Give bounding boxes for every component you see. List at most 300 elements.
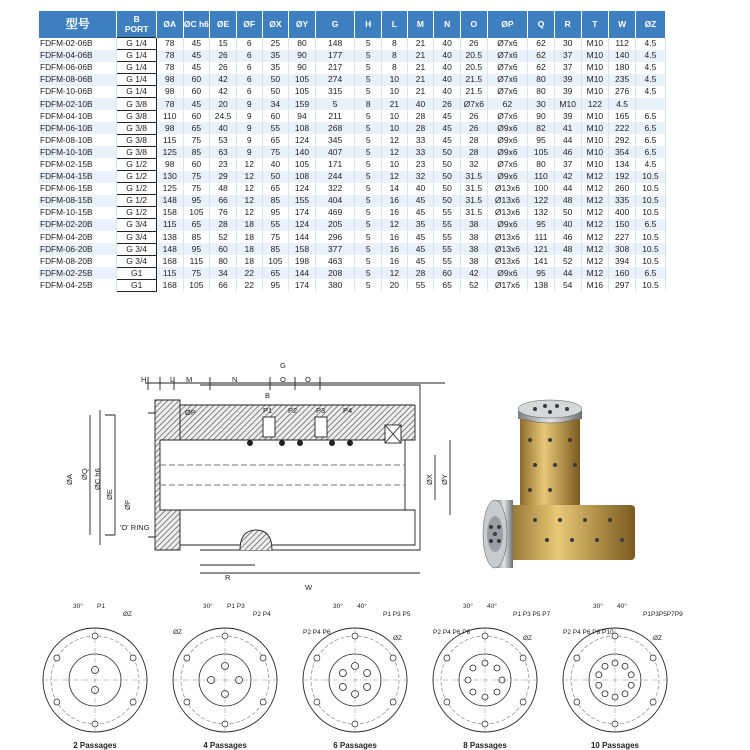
table-cell: 122 <box>581 98 609 110</box>
table-row <box>39 98 666 110</box>
table-cell: 377 <box>315 243 354 255</box>
table-cell: 31.5 <box>460 195 487 207</box>
table-cell: 217 <box>315 62 354 74</box>
table-cell: 45 <box>407 255 434 267</box>
flange-label: ØZ <box>123 611 133 618</box>
table-row <box>39 219 666 231</box>
table-cell: 12 <box>236 195 262 207</box>
table-cell: 380 <box>315 279 354 291</box>
table-cell: 55 <box>434 255 461 267</box>
table-cell: 26 <box>460 122 487 134</box>
table-cell: 55 <box>434 243 461 255</box>
table-cell: 62 <box>528 62 555 74</box>
table-cell: 45 <box>183 62 210 74</box>
table-cell: M10 <box>554 98 581 110</box>
table-cell: 60 <box>183 86 210 98</box>
table-cell: 95 <box>528 219 555 231</box>
table-cell: M12 <box>581 195 609 207</box>
table-cell: M10 <box>581 74 609 86</box>
bolt-hole <box>314 655 320 661</box>
table-cell: 40 <box>434 62 461 74</box>
header-model: 型号 <box>39 11 117 38</box>
table-cell: 5 <box>355 243 382 255</box>
table-cell: 121 <box>528 243 555 255</box>
table-cell: 75 <box>262 146 289 158</box>
table-cell: 95 <box>183 243 210 255</box>
table-cell: 10 <box>382 86 408 98</box>
dim-A-label: ØA <box>65 474 74 485</box>
table-cell: 6 <box>236 50 262 62</box>
port-cell: G 3/8 <box>117 122 156 134</box>
table-cell: 5 <box>355 158 382 170</box>
table-cell: 44 <box>554 183 581 195</box>
header-col: M <box>407 11 434 38</box>
model-cell: FDFM-08-20B <box>39 255 117 267</box>
flange-label: 30° <box>463 603 473 610</box>
table-row <box>39 255 666 267</box>
table-cell: Ø9x6 <box>487 134 528 146</box>
port-cell: G 3/4 <box>117 255 156 267</box>
table-cell: 150 <box>609 219 636 231</box>
table-cell: 26 <box>460 38 487 50</box>
table-cell: 124 <box>289 219 316 231</box>
table-cell: 21 <box>407 74 434 86</box>
table-cell: 260 <box>609 183 636 195</box>
passage-hole <box>602 663 608 669</box>
table-cell: 55 <box>262 122 289 134</box>
table-cell: 75 <box>262 231 289 243</box>
table-cell: 45 <box>183 38 210 50</box>
table-cell: 148 <box>156 195 183 207</box>
table-cell: 22 <box>236 267 262 279</box>
table-cell: 65 <box>262 134 289 146</box>
table-cell: 171 <box>315 158 354 170</box>
table-cell: 82 <box>528 122 555 134</box>
table-row <box>39 146 666 158</box>
table-cell: 5 <box>355 207 382 219</box>
table-cell: 4.5 <box>635 158 665 170</box>
table-cell: 40 <box>434 74 461 86</box>
table-cell: 45 <box>183 98 210 110</box>
table-cell: 16 <box>382 255 408 267</box>
table-cell: 222 <box>609 122 636 134</box>
table-cell: 124 <box>289 183 316 195</box>
table-cell: 5 <box>315 98 354 110</box>
table-cell: Ø7x6 <box>487 74 528 86</box>
table-cell: 18 <box>236 219 262 231</box>
table-cell: Ø13x6 <box>487 243 528 255</box>
table-cell: M12 <box>581 219 609 231</box>
table-cell: 138 <box>528 279 555 291</box>
table-cell: 10.5 <box>635 183 665 195</box>
table-cell: 52 <box>554 255 581 267</box>
port-cell: G 3/4 <box>117 231 156 243</box>
header-col: R <box>554 11 581 38</box>
dim-W-label: W <box>305 583 313 592</box>
table-cell: 28 <box>407 122 434 134</box>
bolt-hole <box>574 699 580 705</box>
bolt-hole <box>574 655 580 661</box>
table-cell: 125 <box>156 183 183 195</box>
table-cell: 112 <box>609 38 636 50</box>
table-cell: Ø7x6 <box>487 38 528 50</box>
port-P1-label: P1 <box>263 406 273 415</box>
table-cell: 26 <box>434 98 461 110</box>
model-cell: FDFM-04-20B <box>39 231 117 243</box>
table-cell: 5 <box>355 134 382 146</box>
table-cell: 44 <box>554 134 581 146</box>
model-cell: FDFM-10-06B <box>39 86 117 98</box>
header-col: H <box>355 11 382 38</box>
table-cell: 60 <box>183 158 210 170</box>
table-cell: 115 <box>183 255 210 267</box>
table-cell: 21 <box>407 86 434 98</box>
table-cell: 10 <box>382 74 408 86</box>
table-cell: 9 <box>236 122 262 134</box>
table-cell: Ø7x6 <box>487 62 528 74</box>
table-cell: 66 <box>210 195 237 207</box>
table-cell: 227 <box>609 231 636 243</box>
port-cell: G1 <box>117 279 156 291</box>
table-cell: 45 <box>434 134 461 146</box>
table-cell: 174 <box>289 279 316 291</box>
bolt-hole <box>444 655 450 661</box>
table-cell: 469 <box>315 207 354 219</box>
oring-label: 'O' RING <box>120 523 150 532</box>
table-cell: 5 <box>355 171 382 183</box>
table-cell: 60 <box>183 110 210 122</box>
table-row <box>39 122 666 134</box>
table-cell: 6.5 <box>635 267 665 279</box>
passage-hole <box>339 670 346 677</box>
dim-N-label: N <box>232 375 238 384</box>
table-cell: 95 <box>262 279 289 291</box>
table-cell: 5 <box>355 50 382 62</box>
table-cell: 78 <box>156 50 183 62</box>
table-cell: 105 <box>289 86 316 98</box>
table-cell: 32 <box>460 158 487 170</box>
header-col: B PORT <box>117 11 156 38</box>
table-cell: Ø9x6 <box>487 171 528 183</box>
table-row <box>39 243 666 255</box>
model-cell: FDFM-06-06B <box>39 62 117 74</box>
table-cell: 394 <box>609 255 636 267</box>
table-cell: 40 <box>434 86 461 98</box>
table-cell: M12 <box>581 183 609 195</box>
table-cell: 90 <box>289 62 316 74</box>
table-cell: 90 <box>289 50 316 62</box>
flange-caption: 2 Passages <box>73 741 117 750</box>
table-cell: 12 <box>382 146 408 158</box>
flange-label: P2 P4 P6 P8 P10 <box>563 629 614 636</box>
table-cell: Ø7x6 <box>487 50 528 62</box>
passage-hole <box>628 682 634 688</box>
table-cell: 20.5 <box>460 62 487 74</box>
table-row <box>39 195 666 207</box>
table-cell: 134 <box>609 158 636 170</box>
model-cell: FDFM-04-15B <box>39 171 117 183</box>
dim-X-label: ØX <box>425 474 434 485</box>
passage-hole <box>622 691 628 697</box>
table-cell: 16 <box>382 207 408 219</box>
flange-label: P1 <box>97 603 105 610</box>
flange-caption: 4 Passages <box>203 741 247 750</box>
flange-label: 30° <box>73 603 83 610</box>
table-cell: 39 <box>554 74 581 86</box>
header-col: ØE <box>210 11 237 38</box>
table-cell: 165 <box>609 110 636 122</box>
table-cell: 31.5 <box>460 183 487 195</box>
table-cell: M10 <box>581 62 609 74</box>
center-lines <box>43 628 147 735</box>
table-cell: 192 <box>609 171 636 183</box>
table-cell: Ø7x6 <box>460 98 487 110</box>
table-cell: 28 <box>460 146 487 158</box>
table-cell: 31.5 <box>460 171 487 183</box>
table-cell: 5 <box>355 86 382 98</box>
dim-R-label: R <box>225 573 231 582</box>
table-cell: 50 <box>554 207 581 219</box>
flange-label: P1P3P5P7P9 <box>643 611 683 618</box>
table-cell: 16 <box>382 195 408 207</box>
table-cell: 10.5 <box>635 195 665 207</box>
flange-label: ØZ <box>523 635 533 642</box>
table-cell: 35 <box>407 219 434 231</box>
table-cell: 55 <box>434 219 461 231</box>
header-col: O <box>460 11 487 38</box>
table-cell: 54 <box>554 279 581 291</box>
dim-B-label: B <box>265 391 271 400</box>
flange-caption: 10 Passages <box>590 741 640 750</box>
table-cell: 23 <box>210 158 237 170</box>
table-cell: 55 <box>407 279 434 291</box>
bolt-hole <box>520 699 526 705</box>
flange-diagram <box>295 600 415 740</box>
table-cell: 78 <box>156 38 183 50</box>
table-cell: 37 <box>554 62 581 74</box>
table-cell: 24.5 <box>210 110 237 122</box>
port-cell: G 1/2 <box>117 183 156 195</box>
table-cell: 29 <box>210 171 237 183</box>
table-cell: 34 <box>210 267 237 279</box>
table-cell: 8 <box>382 62 408 74</box>
table-cell: 105 <box>528 146 555 158</box>
table-cell: 42 <box>210 74 237 86</box>
table-cell: 48 <box>554 195 581 207</box>
center-lines <box>303 628 407 735</box>
table-cell: 60 <box>183 74 210 86</box>
table-cell: 12 <box>382 267 408 279</box>
table-cell: 10.5 <box>635 171 665 183</box>
flange-label: 40° <box>487 603 497 610</box>
table-cell: 53 <box>210 134 237 146</box>
table-cell: 80 <box>528 158 555 170</box>
header-col: ØF <box>236 11 262 38</box>
table-cell: 12 <box>382 134 408 146</box>
port-cell: G1 <box>117 267 156 279</box>
table-row <box>39 279 666 291</box>
table-cell: 26 <box>210 50 237 62</box>
table-row <box>39 110 666 122</box>
bolt-hole <box>314 699 320 705</box>
model-cell: FDFM-08-06B <box>39 74 117 86</box>
dim-P-label: ØP <box>185 408 196 417</box>
table-cell: 18 <box>236 255 262 267</box>
table-cell: 10.5 <box>635 207 665 219</box>
table-cell: 110 <box>156 110 183 122</box>
spec-header-row <box>39 11 666 38</box>
table-cell: 140 <box>289 146 316 158</box>
table-cell: 5 <box>355 219 382 231</box>
model-cell: FDFM-06-20B <box>39 243 117 255</box>
header-col: N <box>434 11 461 38</box>
table-cell: 6.5 <box>635 219 665 231</box>
table-cell: 110 <box>528 171 555 183</box>
port-cell: G 1/4 <box>117 62 156 74</box>
port-cell: G 1/4 <box>117 50 156 62</box>
table-cell: 21.5 <box>460 74 487 86</box>
table-row <box>39 171 666 183</box>
port-cell: G 1/4 <box>117 38 156 50</box>
table-cell: 8 <box>382 50 408 62</box>
table-cell: 80 <box>528 86 555 98</box>
table-cell: 40 <box>407 98 434 110</box>
header-col: ØA <box>156 11 183 38</box>
model-cell: FDFM-08-10B <box>39 134 117 146</box>
table-cell: M10 <box>581 50 609 62</box>
table-cell: 90 <box>528 110 555 122</box>
bolt-hole <box>184 699 190 705</box>
table-row <box>39 267 666 279</box>
table-cell: 95 <box>528 134 555 146</box>
bolt-hole <box>130 655 136 661</box>
table-cell: 108 <box>289 122 316 134</box>
table-cell: 75 <box>183 183 210 195</box>
table-cell: 20 <box>210 98 237 110</box>
table-cell: 274 <box>315 74 354 86</box>
table-cell: 155 <box>289 195 316 207</box>
table-cell: 138 <box>156 231 183 243</box>
table-cell: 10.5 <box>635 255 665 267</box>
bolt-hole <box>650 699 656 705</box>
model-cell: FDFM-02-25B <box>39 267 117 279</box>
table-cell: 18 <box>236 243 262 255</box>
table-cell: 50 <box>434 158 461 170</box>
flange-label: 30° <box>333 603 343 610</box>
table-cell: Ø13x6 <box>487 255 528 267</box>
table-cell: 12 <box>382 171 408 183</box>
table-cell: 42 <box>460 267 487 279</box>
header-col: ØY <box>289 11 316 38</box>
center-lines <box>433 628 537 735</box>
flange-diagram <box>165 600 285 740</box>
table-cell: 78 <box>156 98 183 110</box>
table-cell: 50 <box>434 146 461 158</box>
bolt-hole <box>260 655 266 661</box>
table-cell: 44 <box>554 267 581 279</box>
model-cell: FDFM-04-06B <box>39 50 117 62</box>
table-cell: 124 <box>289 134 316 146</box>
table-cell: 42 <box>210 86 237 98</box>
table-cell: 6.5 <box>635 146 665 158</box>
table-cell: 98 <box>156 74 183 86</box>
table-cell: 12 <box>236 207 262 219</box>
flange-label: ØZ <box>393 635 403 642</box>
table-cell: 235 <box>609 74 636 86</box>
table-cell: 105 <box>262 255 289 267</box>
flange-label: 30° <box>203 603 213 610</box>
table-cell: 211 <box>315 110 354 122</box>
table-cell: 39 <box>554 86 581 98</box>
table-cell: 45 <box>407 195 434 207</box>
table-cell: 39 <box>554 110 581 122</box>
table-cell: 45 <box>434 122 461 134</box>
table-cell: 208 <box>315 267 354 279</box>
table-cell: Ø13x6 <box>487 207 528 219</box>
table-cell: 12 <box>236 171 262 183</box>
flange-diagram <box>425 600 551 740</box>
table-cell: 6 <box>236 38 262 50</box>
table-cell: 463 <box>315 255 354 267</box>
table-cell: 35 <box>262 50 289 62</box>
passage-hole <box>494 689 500 695</box>
table-cell: Ø17x6 <box>487 279 528 291</box>
table-cell: 20.5 <box>460 50 487 62</box>
table-cell: 38 <box>460 219 487 231</box>
table-cell: 130 <box>156 171 183 183</box>
table-cell: 5 <box>355 74 382 86</box>
table-cell: 8 <box>382 38 408 50</box>
flange-label: 40° <box>357 603 367 610</box>
table-cell: 5 <box>355 62 382 74</box>
table-cell: 40 <box>262 158 289 170</box>
table-cell: M10 <box>581 146 609 158</box>
table-cell: M10 <box>581 38 609 50</box>
table-cell: 177 <box>315 50 354 62</box>
table-cell: 9 <box>236 98 262 110</box>
table-row <box>39 207 666 219</box>
port-cell: G 1/2 <box>117 195 156 207</box>
passage-hole <box>470 665 476 671</box>
table-cell: 148 <box>156 243 183 255</box>
model-cell: FDFM-02-15B <box>39 158 117 170</box>
header-col: L <box>382 11 408 38</box>
table-cell: 98 <box>156 122 183 134</box>
table-cell: 65 <box>262 267 289 279</box>
table-cell: 198 <box>289 255 316 267</box>
header-col: G <box>315 11 354 38</box>
table-cell: 98 <box>156 158 183 170</box>
table-cell: 50 <box>262 86 289 98</box>
table-cell: 95 <box>183 195 210 207</box>
table-cell: Ø9x6 <box>487 146 528 158</box>
table-cell: 10 <box>382 110 408 122</box>
bolt-hole <box>260 699 266 705</box>
dim-Y-label: ØY <box>440 474 449 485</box>
table-cell: 62 <box>528 50 555 62</box>
table-cell: Ø7x6 <box>487 86 528 98</box>
table-cell: 85 <box>183 146 210 158</box>
passage-hole <box>622 663 628 669</box>
table-cell: 30 <box>554 38 581 50</box>
table-cell: 5 <box>355 255 382 267</box>
bolt-hole <box>54 655 60 661</box>
table-cell: 85 <box>183 231 210 243</box>
table-cell: 10.5 <box>635 231 665 243</box>
table-cell: 18 <box>236 231 262 243</box>
flange-label: P1 P3 P5 <box>383 611 411 618</box>
table-cell: 335 <box>609 195 636 207</box>
